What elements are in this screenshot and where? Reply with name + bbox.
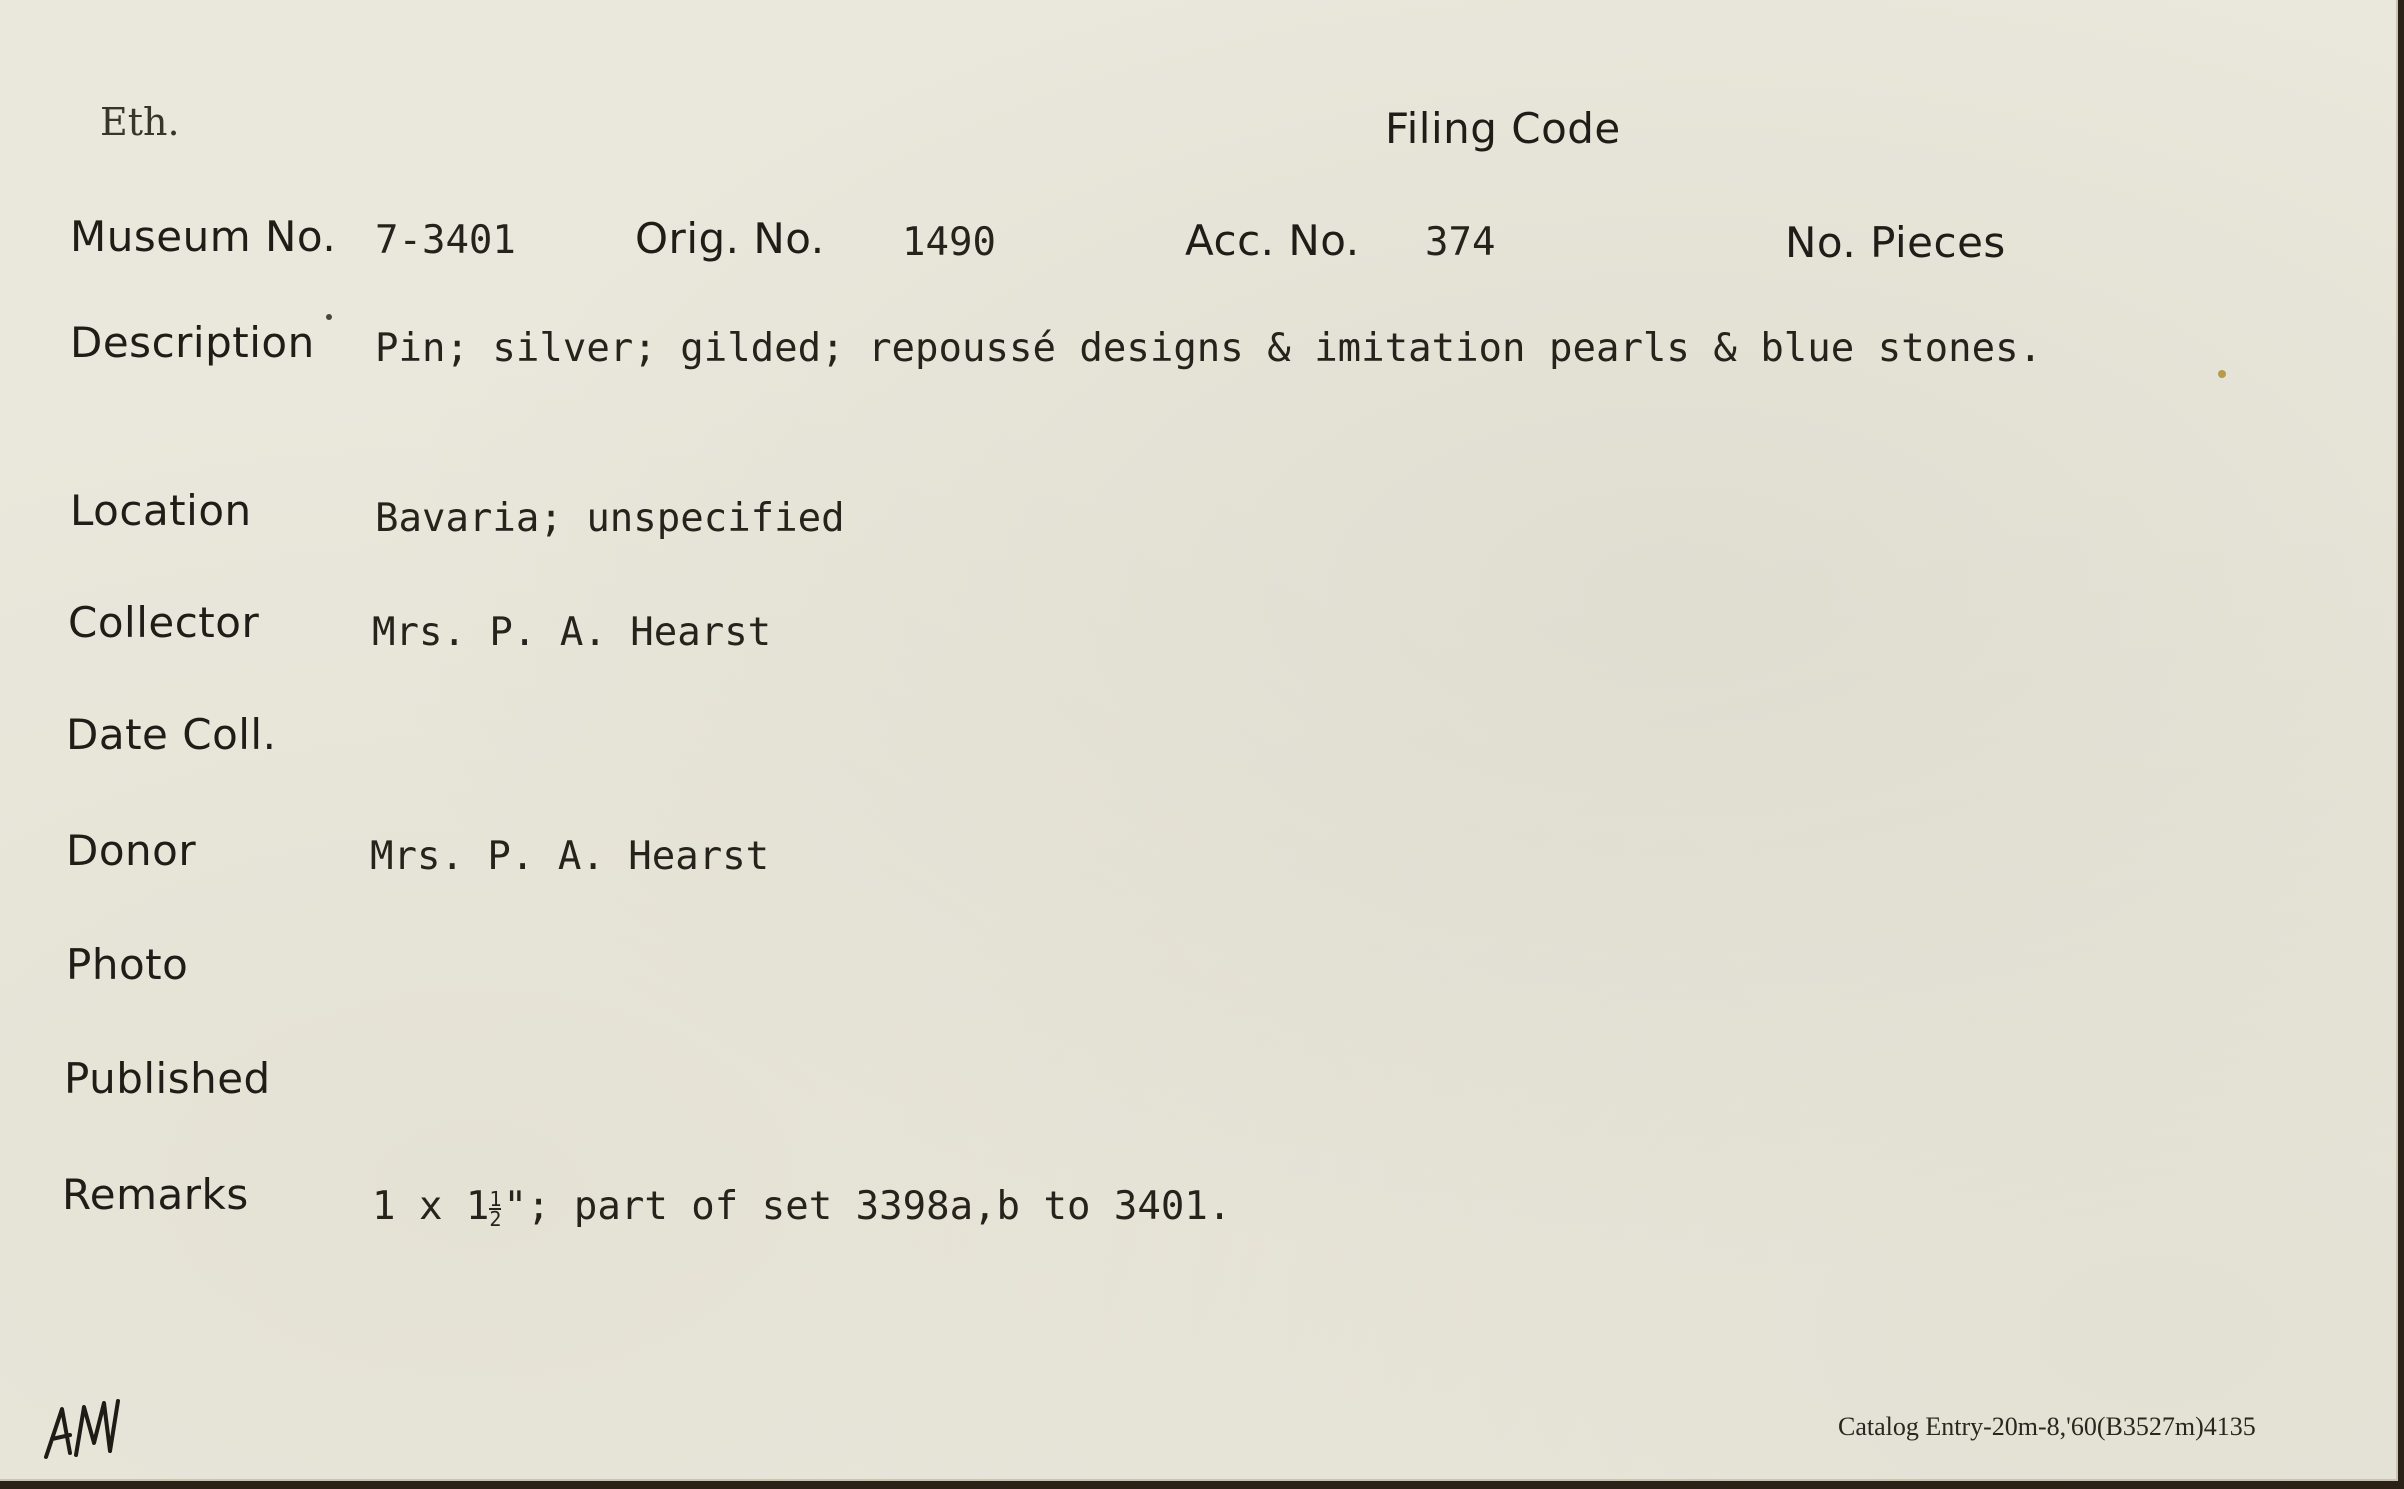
- acc-no-value: 374: [1425, 220, 1496, 265]
- donor-value: Mrs. P. A. Hearst: [370, 834, 770, 879]
- remarks-suffix: "; part of set 3398a,b to 3401.: [503, 1184, 1232, 1229]
- location-label: Location: [70, 486, 252, 535]
- handwritten-initials: [40, 1395, 130, 1465]
- published-label: Published: [64, 1054, 271, 1103]
- stain-dot: [2218, 370, 2226, 378]
- remarks-label: Remarks: [62, 1170, 249, 1219]
- remarks-prefix: 1 x 1: [372, 1184, 490, 1229]
- location-value: Bavaria; unspecified: [375, 496, 845, 541]
- remarks-fraction: [489, 1186, 502, 1231]
- initials-signature-icon: [40, 1395, 130, 1465]
- remarks-value: [372, 1184, 1231, 1229]
- no-pieces-label: No. Pieces: [1785, 218, 2006, 267]
- collector-label: Collector: [68, 598, 260, 647]
- remarks-fraction-numerator: 1: [489, 1186, 502, 1211]
- catalog-entry-footer: Catalog Entry-20m-8,'60(B3527m)4135: [1838, 1412, 2256, 1441]
- filing-code-label: Filing Code: [1385, 104, 1621, 153]
- description-label: Description: [70, 318, 315, 367]
- collector-value: Mrs. P. A. Hearst: [372, 610, 772, 655]
- acc-no-label: Acc. No.: [1185, 216, 1360, 265]
- orig-no-label: Orig. No.: [635, 214, 825, 263]
- donor-label: Donor: [66, 826, 197, 875]
- photo-label: Photo: [66, 940, 189, 989]
- description-value: Pin; silver; gilded; repoussé designs & imitation pearls & blue stones.: [375, 326, 2043, 371]
- date-coll-label: Date Coll.: [66, 710, 277, 759]
- remarks-fraction-denominator: 2: [489, 1206, 502, 1231]
- orig-no-value: 1490: [902, 220, 996, 265]
- department-label: Eth.: [100, 100, 180, 144]
- ink-dot: [326, 314, 332, 320]
- museum-no-value: 7-3401: [375, 218, 516, 263]
- museum-no-label: Museum No.: [70, 212, 337, 261]
